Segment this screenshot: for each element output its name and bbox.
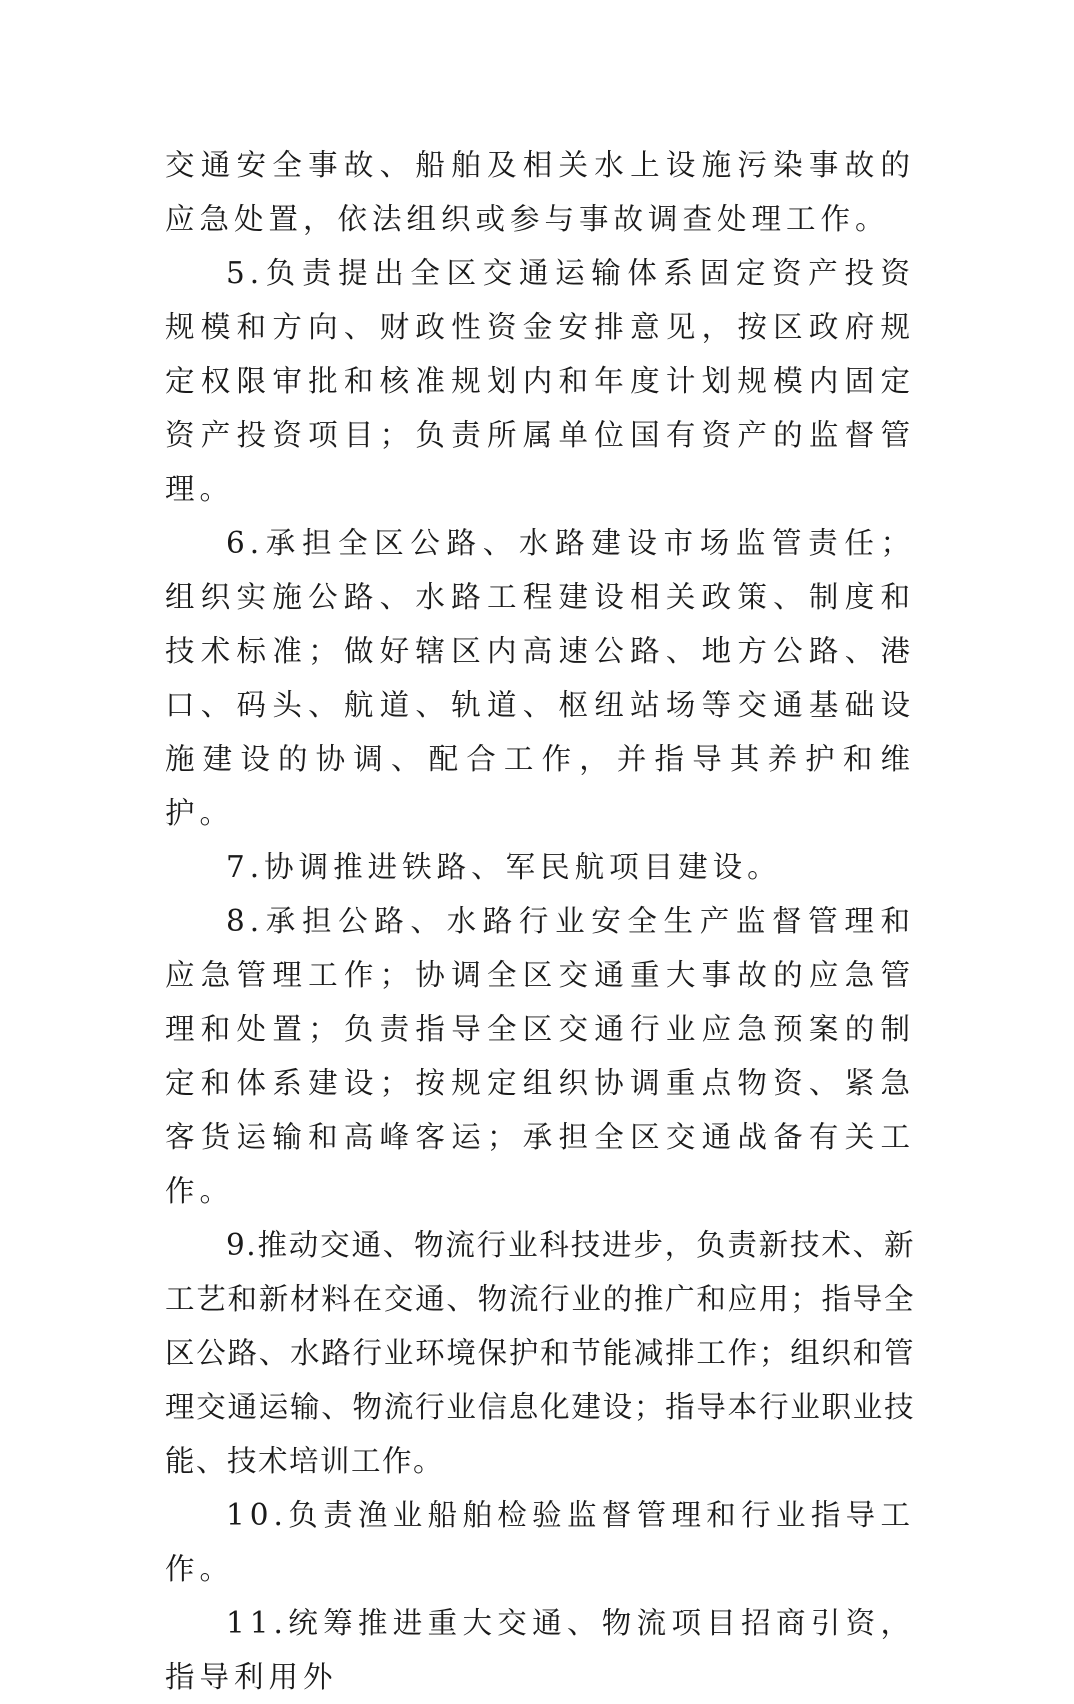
paragraph-item-11: 11.统筹推进重大交通、物流项目招商引资，指导利用外	[165, 1606, 915, 1694]
paragraph-continuation: 交通安全事故、船舶及相关水上设施污染事故的应急处置，依法组织或参与事故调查处理工作。	[165, 148, 915, 236]
paragraph-item-9: 9.推动交通、物流行业科技进步，负责新技术、新工艺和新材料在交通、物流行业的推广和应用；指导全区公路、水路行业环境保护和节能减排工作；组织和管理交通运输、物流行业信息化建设；指导本行业职业技能、技术培训工作。	[165, 1228, 915, 1478]
paragraph-item-10: 10.负责渔业船舶检验监督管理和行业指导工作。	[165, 1498, 915, 1586]
document-page	[165, 138, 915, 1704]
paragraph-item-5: 5.负责提出全区交通运输体系固定资产投资规模和方向、财政性资金安排意见，按区政府规定权限审批和核准规划内和年度计划规模内固定资产投资项目；负责所属单位国有资产的监督管理。	[165, 256, 915, 506]
paragraph-item-7: 7.协调推进铁路、军民航项目建设。	[226, 850, 782, 884]
paragraph-item-6: 6.承担全区公路、水路建设市场监管责任；组织实施公路、水路工程建设相关政策、制度和技术标准；做好辖区内高速公路、地方公路、港口、码头、航道、轨道、枢纽站场等交通基础设施建设的协调、配合工作，并指导其养护和维护。	[165, 526, 915, 830]
paragraph-item-8: 8.承担公路、水路行业安全生产监督管理和应急管理工作；协调全区交通重大事故的应急管理和处置；负责指导全区交通行业应急预案的制定和体系建设；按规定组织协调重点物资、紧急客货运输和高峰客运；承担全区交通战备有关工作。	[165, 904, 915, 1208]
